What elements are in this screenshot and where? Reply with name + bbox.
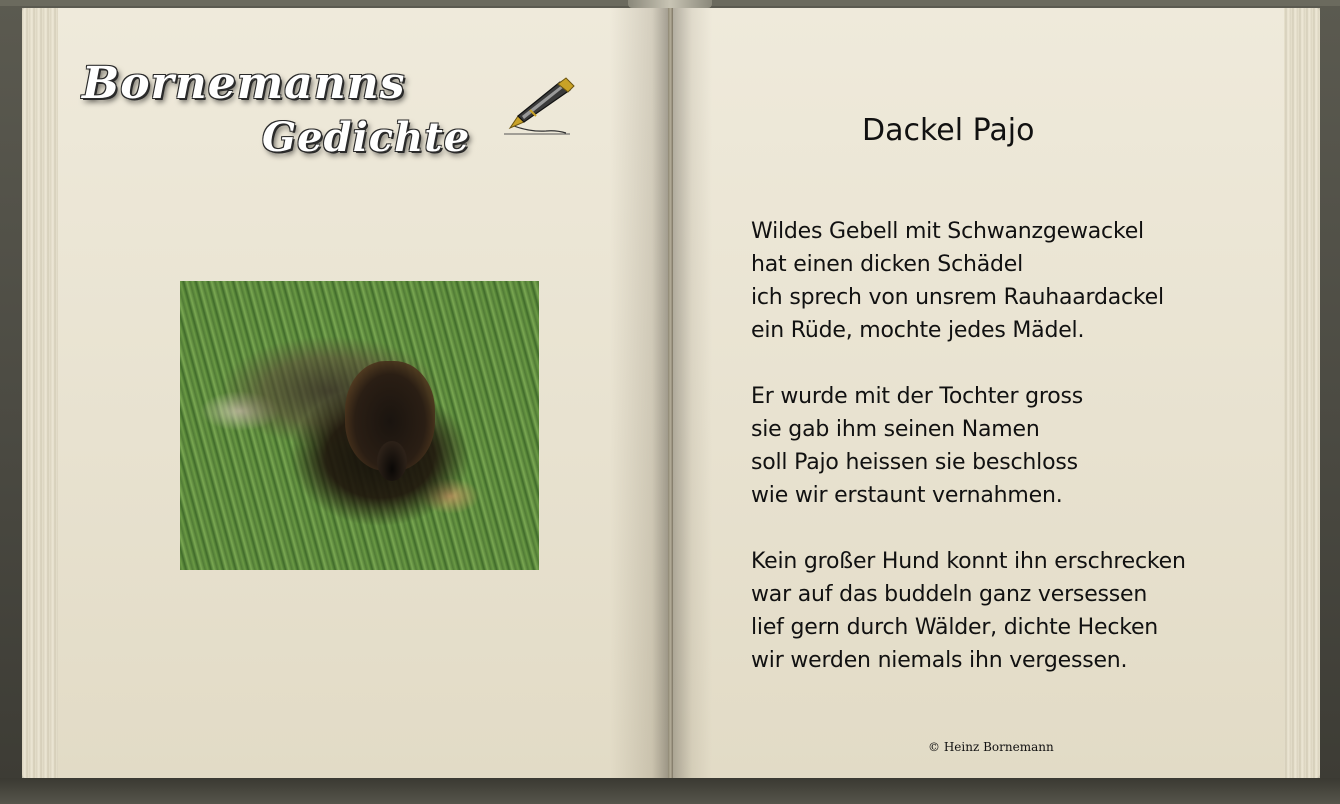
logo-line-1: Bornemanns [82,58,406,109]
book-bottom-edge [0,778,1340,804]
poem-line: wir werden niemals ihn vergessen. [751,648,1128,673]
fountain-pen-icon [500,76,578,140]
stanza-3 [751,545,1186,677]
poem-line: war auf das buddeln ganz versessen [751,582,1148,607]
book-spine [668,8,673,778]
right-page-edges [1284,8,1320,778]
poem-line: lief gern durch Wälder, dichte Hecken [751,615,1159,640]
poem-line: wie wir erstaunt vernahmen. [751,483,1063,508]
dog-photo [180,281,539,570]
spine-clip [628,0,712,8]
poem-line: soll Pajo heissen sie beschloss [751,450,1078,475]
copyright-notice: © Heinz Bornemann [928,740,1054,754]
poem-line: Kein großer Hund konnt ihn erschrecken [751,549,1186,574]
poem-line: Er wurde mit der Tochter gross [751,384,1084,409]
gutter-shadow-right [672,8,712,778]
poem-line: sie gab ihm seinen Namen [751,417,1040,442]
left-page-edges [22,8,58,778]
poem-line: ich sprech von unsrem Rauhaardackel [751,285,1164,310]
poem-title: Dackel Pajo [862,113,1035,148]
dog-snout [377,441,407,481]
logo-line-2: Gedichte [262,114,471,161]
stanza-2 [751,380,1083,512]
site-logo[interactable] [82,58,482,168]
poem-line: Wildes Gebell mit Schwanzgewackel [751,219,1144,244]
gutter-shadow-left [610,8,670,778]
stanza-1 [751,215,1164,347]
poem-line: hat einen dicken Schädel [751,252,1024,277]
poem-line: ein Rüde, mochte jedes Mädel. [751,318,1085,343]
